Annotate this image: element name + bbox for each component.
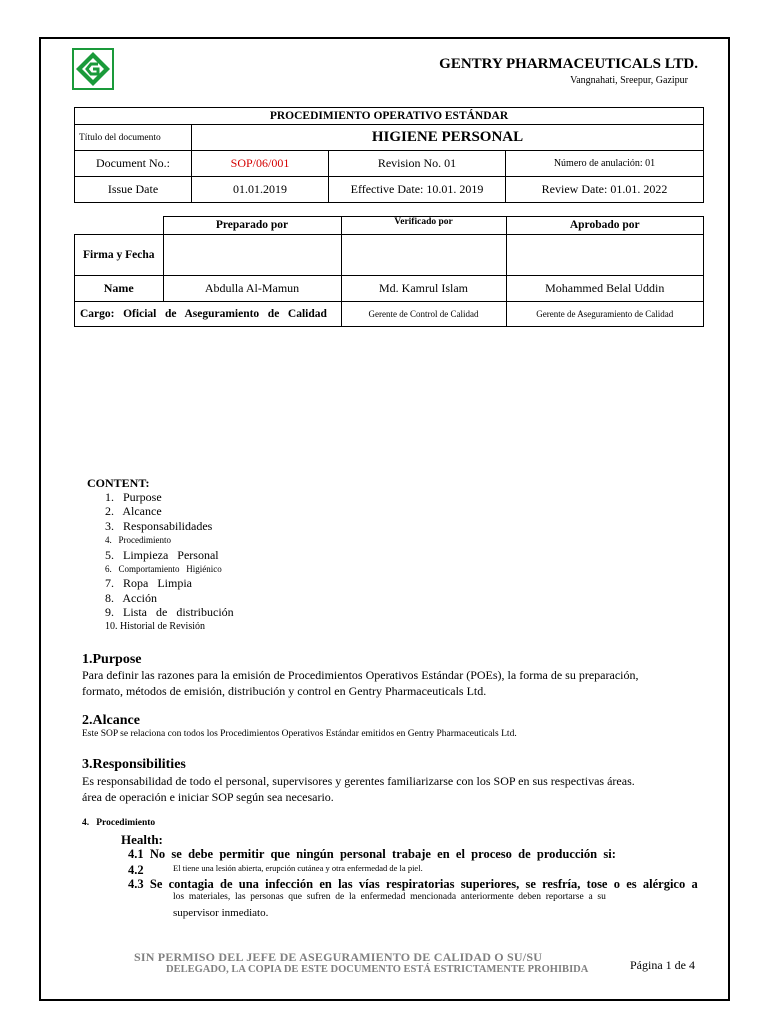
- footer-warning-line-2: DELEGADO, LA COPIA DE ESTE DOCUMENTO ESTÁ ESTRICTAMENTE PROHIBIDA: [166, 964, 589, 975]
- procedure-heading: 4. Procedimiento: [82, 818, 156, 828]
- footer-warning-line-1: SIN PERMISO DEL JEFE DE ASEGURAMIENTO DE CALIDAD O SU/SU: [134, 950, 543, 964]
- cargo-approved: Gerente de Aseguramiento de Calidad: [506, 301, 704, 326]
- signature-approved: [506, 234, 704, 275]
- signature-prepared: [163, 234, 341, 275]
- toc-item: 4. Procedimiento: [105, 535, 171, 546]
- toc-list: [105, 490, 234, 634]
- procedure-title: PROCEDIMIENTO OPERATIVO ESTÁNDAR: [75, 108, 704, 125]
- toc-item: 1. Purpose: [105, 490, 162, 504]
- page-number: Página 1 de 4: [630, 958, 695, 972]
- item-4-2-number: 4.2: [128, 863, 144, 877]
- toc-item: 5. Limpieza Personal: [105, 547, 219, 562]
- document-info-table: [74, 107, 704, 203]
- company-logo: [72, 48, 114, 90]
- cancellation-no: Número de anulación: 01: [506, 151, 704, 177]
- toc-item: 6. Comportamiento Higiénico: [105, 564, 222, 575]
- toc-item: 7. Ropa Limpia: [105, 576, 192, 591]
- doc-no-label: Document No.:: [75, 151, 192, 177]
- content-title: CONTENT:: [87, 476, 150, 490]
- name-label: Name: [75, 275, 164, 301]
- company-name: GENTRY PHARMACEUTICALS LTD.: [439, 56, 698, 72]
- health-subheading: Health:: [121, 832, 163, 847]
- alcance-line-1: Este SOP se relaciona con todos los Procedimientos Operativos Estándar emitidos en Gentry Pharmaceuticals Ltd.: [82, 729, 517, 739]
- verified-by-header: Verificado por: [341, 217, 506, 235]
- approved-by-header: Aprobado por: [506, 217, 704, 235]
- signature-table: [74, 216, 704, 327]
- toc-item: 9. Lista de distribución: [105, 605, 234, 620]
- doc-no: SOP/06/001: [192, 151, 329, 177]
- prepared-by-header: Preparado por: [163, 217, 341, 235]
- name-approved: Mohammed Belal Uddin: [506, 275, 704, 301]
- purpose-heading: 1.Purpose: [82, 652, 142, 667]
- alcance-heading: 2.Alcance: [82, 713, 140, 728]
- responsibilities-line-1: Es responsabilidad de todo el personal, supervisores y gerentes familiarizarse con los SOP en sus respectivas áreas.: [82, 774, 635, 788]
- toc-item: 3. Responsabilidades: [105, 518, 213, 533]
- effective-date: Effective Date: 10.01. 2019: [329, 177, 506, 203]
- company-address: Vangnahati, Sreepur, Gazipur: [570, 75, 688, 86]
- item-4-3: 4.3 Se contagia de una infección en las vías respiratorias superiores, se resfría, tose o es alérgico a: [128, 877, 698, 891]
- toc-item: 8. Acción: [105, 590, 157, 605]
- item-4-3-line-2: los materiales, las personas que sufren de la enfermedad mencionada anteriormente deben reportarse a su: [173, 892, 606, 902]
- issue-date-label: Issue Date: [75, 177, 192, 203]
- issue-date: 01.01.2019: [192, 177, 329, 203]
- toc-item: 2. Alcance: [105, 504, 162, 519]
- item-4-1: 4.1 No se debe permitir que ningún personal trabaje en el proceso de producción si:: [128, 847, 616, 861]
- name-verified: Md. Kamrul Islam: [341, 275, 506, 301]
- review-date: Review Date: 01.01. 2022: [506, 177, 704, 203]
- signature-verified: [341, 234, 506, 275]
- cargo-label: Cargo: Oficial de Aseguramiento de Calidad: [75, 301, 342, 326]
- doc-title: HIGIENE PERSONAL: [192, 125, 704, 151]
- responsibilities-line-2: área de operación e iniciar SOP según sea necesario.: [82, 790, 334, 804]
- item-4-3-line-3: supervisor inmediato.: [173, 907, 269, 919]
- responsibilities-heading: 3.Responsibilities: [82, 757, 186, 772]
- item-4-2-text: El tiene una lesión abierta, erupción cutánea y otra enfermedad de la piel.: [173, 863, 423, 873]
- cargo-verified: Gerente de Control de Calidad: [341, 301, 506, 326]
- signature-label: Firma y Fecha: [75, 234, 164, 275]
- name-prepared: Abdulla Al-Mamun: [163, 275, 341, 301]
- toc-item: 10. Historial de Revisión: [105, 620, 205, 632]
- purpose-line-2: formato, métodos de emisión, distribución y control en Gentry Pharmaceuticals Ltd.: [82, 684, 487, 698]
- doc-title-label: Título del documento: [75, 125, 192, 151]
- revision-no: Revision No. 01: [329, 151, 506, 177]
- purpose-line-1: Para definir las razones para la emisión de Procedimientos Operativos Estándar (POEs), la forma de su preparación,: [82, 668, 639, 682]
